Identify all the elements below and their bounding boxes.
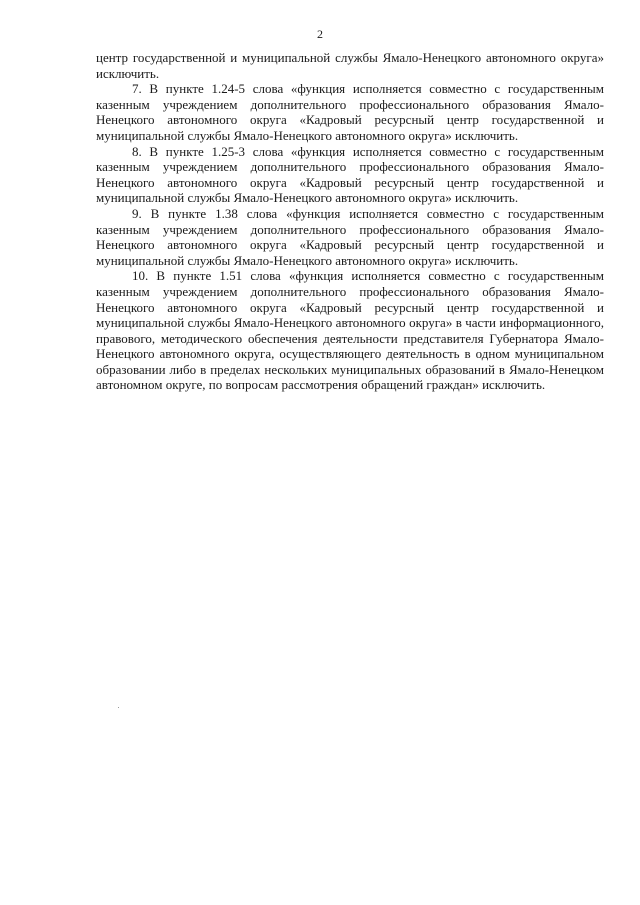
paragraph-item-8: 8. В пункте 1.25-3 слова «функция исполняется совместно с государственным казенным учреждением дополнительного профессионального образования Ямало-Ненецкого автономного округа «Кадровый ресурсный центр государственной и муниципальной службы Ямало-Ненецкого автономного округа» исключить.: [96, 143, 604, 206]
paragraph-item-10: 10. В пункте 1.51 слова «функция исполняется совместно с государственным казенным учреждением дополнительного профессионального образования Ямало-Ненецкого автономного округа «Кадровый ресурсный центр государственной и муниципальной службы Ямало-Ненецкого автономного округа» в части информационного, правового, методического обеспечения деятельности представителя Губернатора Ямало-Ненецкого автономного округа, осуществляющего деятельность в одном муниципальном образовании либо в пределах нескольких муниципальных образований в Ямало-Ненецком автономном округе, по вопросам рассмотрения обращений граждан» исключить.: [96, 268, 604, 393]
paragraph-item-7: 7. В пункте 1.24-5 слова «функция исполняется совместно с государственным казенным учреждением дополнительного профессионального образования Ямало-Ненецкого автономного округа «Кадровый ресурсный центр государственной и муниципальной службы Ямало-Ненецкого автономного округа» исключить.: [96, 81, 604, 143]
paragraph-continuation: центр государственной и муниципальной службы Ямало-Ненецкого автономного округа» исключить.: [96, 50, 604, 81]
paragraph-item-9: 9. В пункте 1.38 слова «функция исполняется совместно с государственным казенным учреждением дополнительного профессионального образования Ямало-Ненецкого автономного округа «Кадровый ресурсный центр государственной и муниципальной службы Ямало-Ненецкого автономного округа» исключить.: [96, 205, 604, 268]
scan-speck: [118, 707, 119, 708]
page-number: 2: [317, 27, 323, 41]
document-body: [96, 50, 604, 393]
